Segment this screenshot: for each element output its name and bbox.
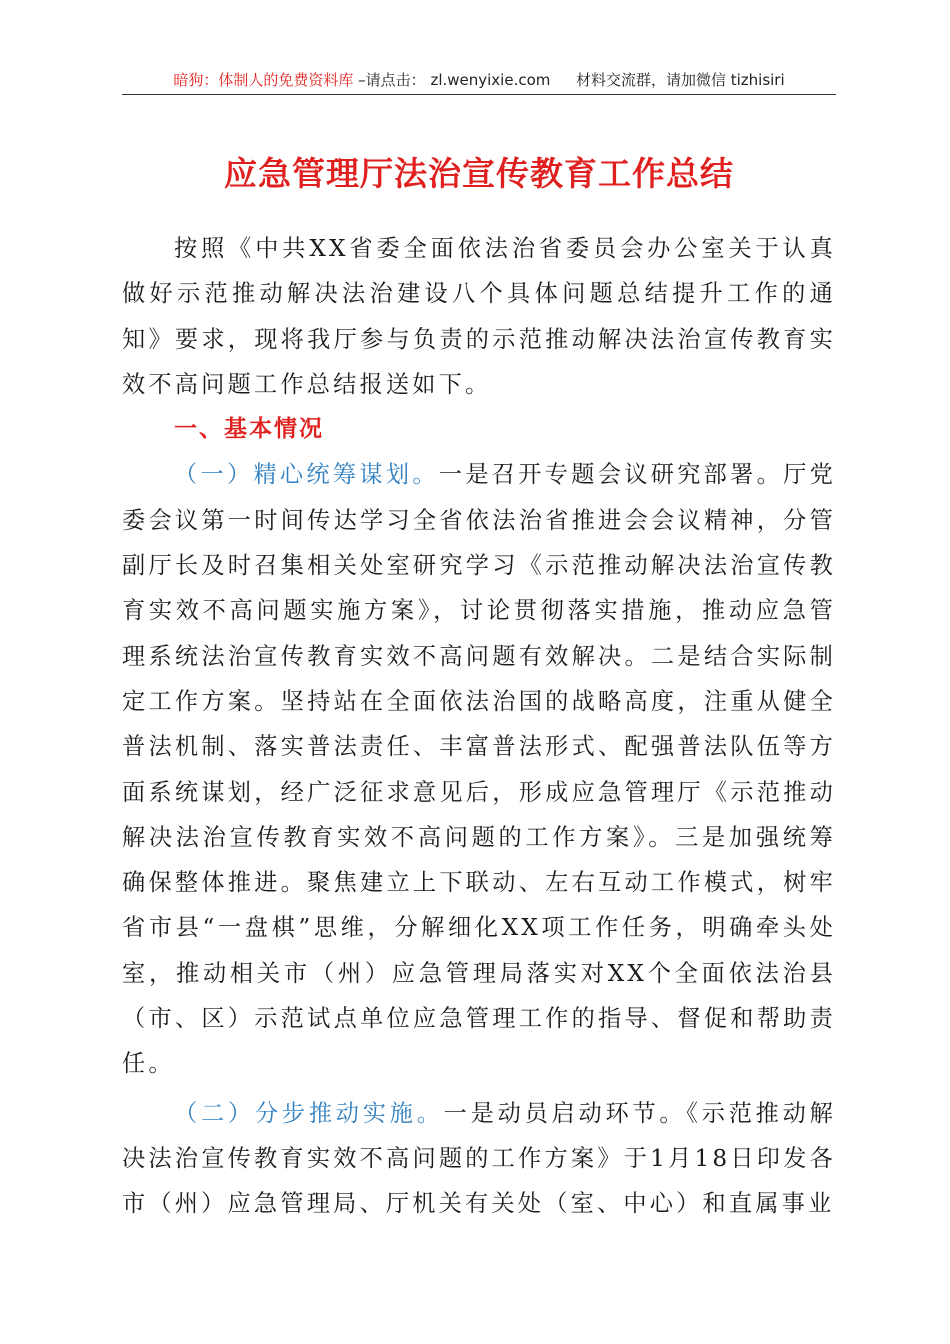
header-link-url[interactable]: zl.wenyixie.com xyxy=(430,71,551,89)
section-heading-basic-situation: 一、基本情况 xyxy=(174,416,324,443)
paragraph-implementation xyxy=(122,1091,836,1227)
header-site-name: 暗狗：体制人的免费资料库 xyxy=(173,71,354,89)
paragraph-planning xyxy=(122,452,836,1086)
page-header xyxy=(122,66,836,94)
header-contact-text: 材料交流群，请加微信 tizhisiri xyxy=(575,71,785,89)
paragraph-planning-text: 一是召开专题会议研究部署。厅党委会议第一时间传达学习全省依法治省推进会会议精神，分管副厅长及时召集相关处室研究学习《示范推动解决法治宣传教育实效不高问题实施方案》，讨论贯彻落实措施，推动应急管理系统法治宣传教育实效不高问题有效解决。二是结合实际制定工作方案。坚持站在全面依法治国的战略高度，注重从健全普法机制、落实普法责任、丰富普法形式、配强普法队伍等方面系统谋划，经广泛征求意见后，形成应急管理厅《示范推动解决法治宣传教育实效不高问题的工作方案》。三是加强统筹确保整体推进。聚焦建立上下联动、左右互动工作模式，树牢省市县“一盘棋”思维，分解细化XX项工作任务，明确牵头处室，推动相关市（州）应急管理局落实对XX个全面依法治县（市、区）示范试点单位应急管理工作的指导、督促和帮助责任。 xyxy=(122,461,837,1078)
document-body xyxy=(122,226,836,1227)
subheading-planning: （一）精心统筹谋划。 xyxy=(174,461,439,489)
document-title: 应急管理厅法治宣传教育工作总结 xyxy=(224,154,734,193)
paragraph-implementation-text: 一是动员启动环节。《示范推动解决法治宣传教育实效不高问题的工作方案》于1月18日印发各市（州）应急管理局、厅机关有关处（室、中心）和直属事业 xyxy=(122,1099,836,1218)
intro-paragraph: 按照《中共XX省委全面依法治省委员会办公室关于认真做好示范推动解决法治建设八个具体问题总结提升工作的通知》要求，现将我厅参与负责的示范推动解决法治宣传教育实效不高问题工作总结报送如下。 xyxy=(122,235,836,398)
header-divider xyxy=(122,94,836,95)
subheading-implementation: （二）分步推动实施。 xyxy=(174,1099,444,1127)
header-link-prefix: –请点击： xyxy=(358,71,426,89)
